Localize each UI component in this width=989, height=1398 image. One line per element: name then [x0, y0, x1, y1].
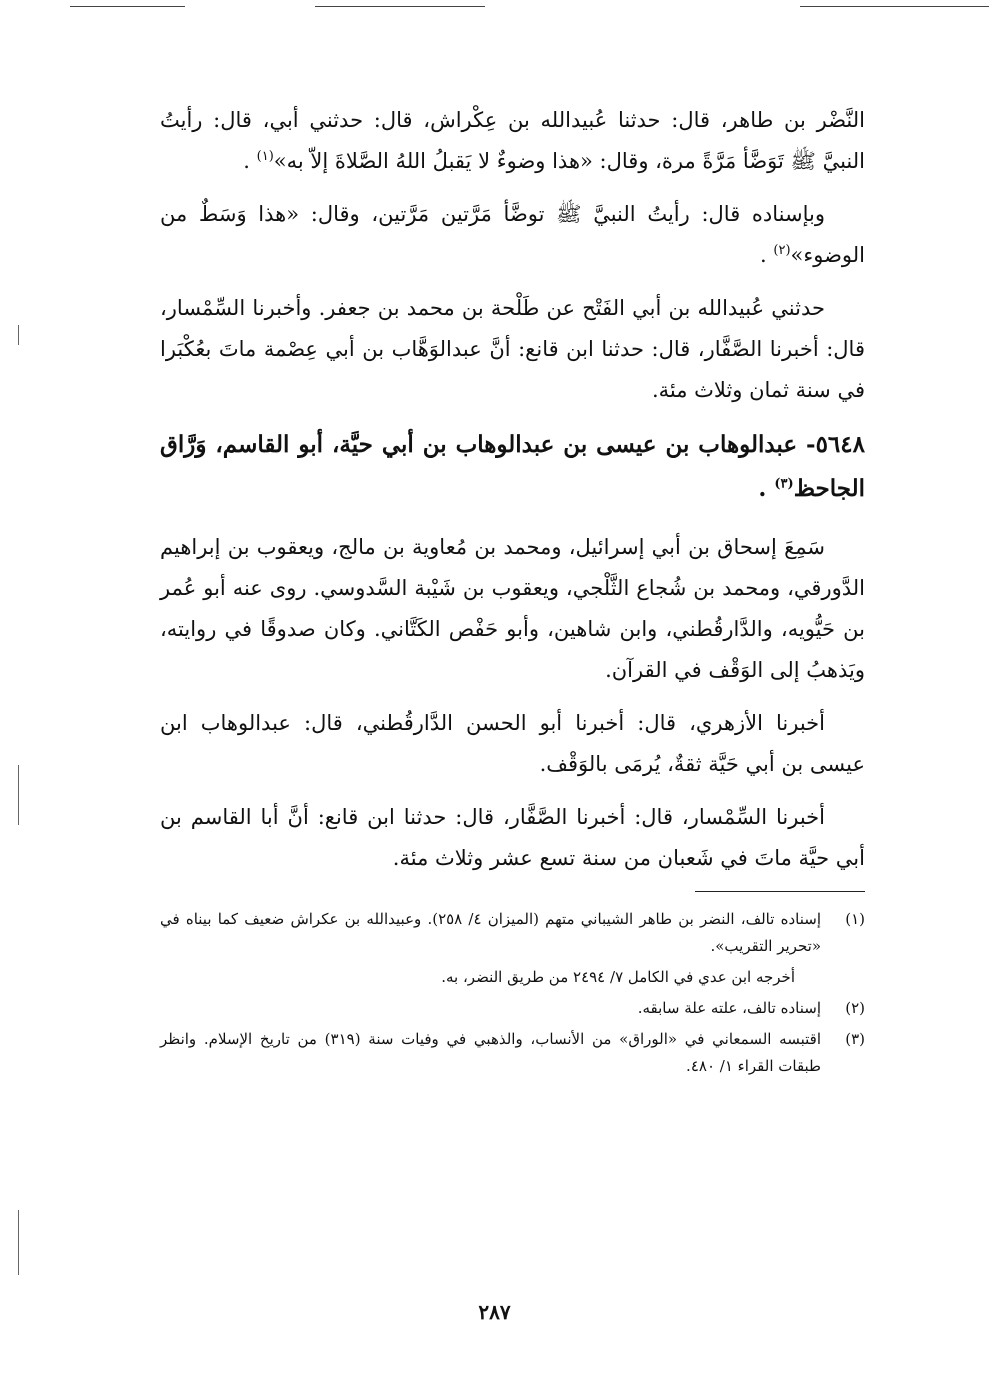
paragraph: أخبرنا الأزهري، قال: أخبرنا أبو الحسن الدَّارقُطني، قال: عبدالوهاب ابن عيسى بن أبي حَيَّة ثقةٌ، يُرمَى بالوَقْف.: [160, 711, 865, 776]
footnote-continuation: أخرجه ابن عدي في الكامل ٧/ ٢٤٩٤ من طريق النضر، به.: [441, 968, 795, 986]
paragraph: سَمِعَ إسحاق بن أبي إسرائيل، ومحمد بن مُعاوية بن مالج، ويعقوب بن إبراهيم الدَّورقي، ومحمد بن شُجاع الثَّلْجي، ويعقوب بن شَيْبة السَّدوسي. روى عنه أبو عُمر بن حَيُّويه، والدَّارقُطني، وابن شاهين، وأبو حَفْص الكَتَّاني. وكان صدوقًا في روايته، ويَذهبُ إلى الوَقْف في القرآن.: [160, 535, 865, 682]
edge-mark: [18, 325, 19, 345]
paragraph-text: وبإسناده قال: رأيتُ النبيَّ ﷺ توضَّأ مَرَّتين مَرَّتين، وقال: «هذا وَسَطٌ من الوضوء»: [160, 202, 865, 267]
footnote-ref[interactable]: (٣): [774, 476, 794, 492]
punctuation: .: [760, 243, 774, 267]
page-body: [160, 100, 865, 1084]
footnote-number: (١): [845, 910, 865, 928]
footnote-ref[interactable]: (١): [256, 149, 274, 164]
footnote-number: (٣): [845, 1030, 865, 1048]
entry-heading-text: ٥٦٤٨- عبدالوهاب بن عيسى بن عبدالوهاب بن أبي حيَّة، أبو القاسم، وَرَّاق الجاحظ: [160, 431, 865, 502]
edge-mark: [18, 1210, 19, 1275]
top-rule-left: [70, 6, 185, 7]
footnote-ref[interactable]: (٢): [773, 243, 791, 258]
footnote-separator: [695, 891, 865, 892]
paragraph: [160, 194, 865, 276]
punctuation: .: [243, 149, 257, 173]
footnote-number: (٢): [845, 999, 865, 1017]
top-rule-right: [800, 6, 989, 7]
footnote: [160, 1026, 865, 1080]
paragraph: حدثني عُبيدالله بن أبي الفَتْح عن طَلْحة بن محمد بن جعفر. وأخبرنا السِّمْسار، قال: أخبرنا الصَّفَّار، قال: حدثنا ابن قانع: أنَّ عبدالوَهَّاب بن أبي عِصْمة ماتَ بعُكْبَرا في سنة ثمان وثلاث مئة.: [160, 296, 865, 402]
paragraph: [160, 100, 865, 182]
paragraph: أخبرنا السِّمْسار، قال: أخبرنا الصَّفَّار، قال: حدثنا ابن قانع: أنَّ أبا القاسم بن أبي حيَّة ماتَ في شَعبان من سنة تسع عشر وثلاث مئة.: [160, 805, 865, 870]
footnote: [160, 906, 865, 960]
entry-heading: [160, 423, 865, 511]
top-rule-mid: [315, 6, 485, 7]
punctuation: .: [758, 475, 775, 502]
page-number: ٢٨٧: [478, 1300, 511, 1324]
footnote-text: إسناده تالف، النضر بن طاهر الشيباني متهم (الميزان ٤/ ٢٥٨). وعبيدالله بن عكراش ضعيف كما بيناه في «تحرير التقريب».: [160, 910, 821, 955]
footnote-text: إسناده تالف، علته علة سابقه.: [637, 999, 821, 1017]
edge-mark: [18, 765, 19, 825]
footnotes: [160, 906, 865, 1080]
footnote-text: اقتبسه السمعاني في «الوراق» من الأنساب، والذهبي في وفيات سنة (٣١٩) من تاريخ الإسلام. وانظر طبقات القراء ١/ ٤٨٠.: [160, 1030, 821, 1075]
footnote: [160, 995, 865, 1022]
paragraph-text: النَّضْر بن طاهر، قال: حدثنا عُبيدالله بن عِكْراش، قال: حدثني أبي، قال: رأيتُ النبيَّ ﷺ تَوَضَّأ مَرَّةً مرة، وقال: «هذا وضوءٌ لا يَقبلُ اللهُ الصَّلاةَ إلاّ به»: [160, 108, 865, 173]
